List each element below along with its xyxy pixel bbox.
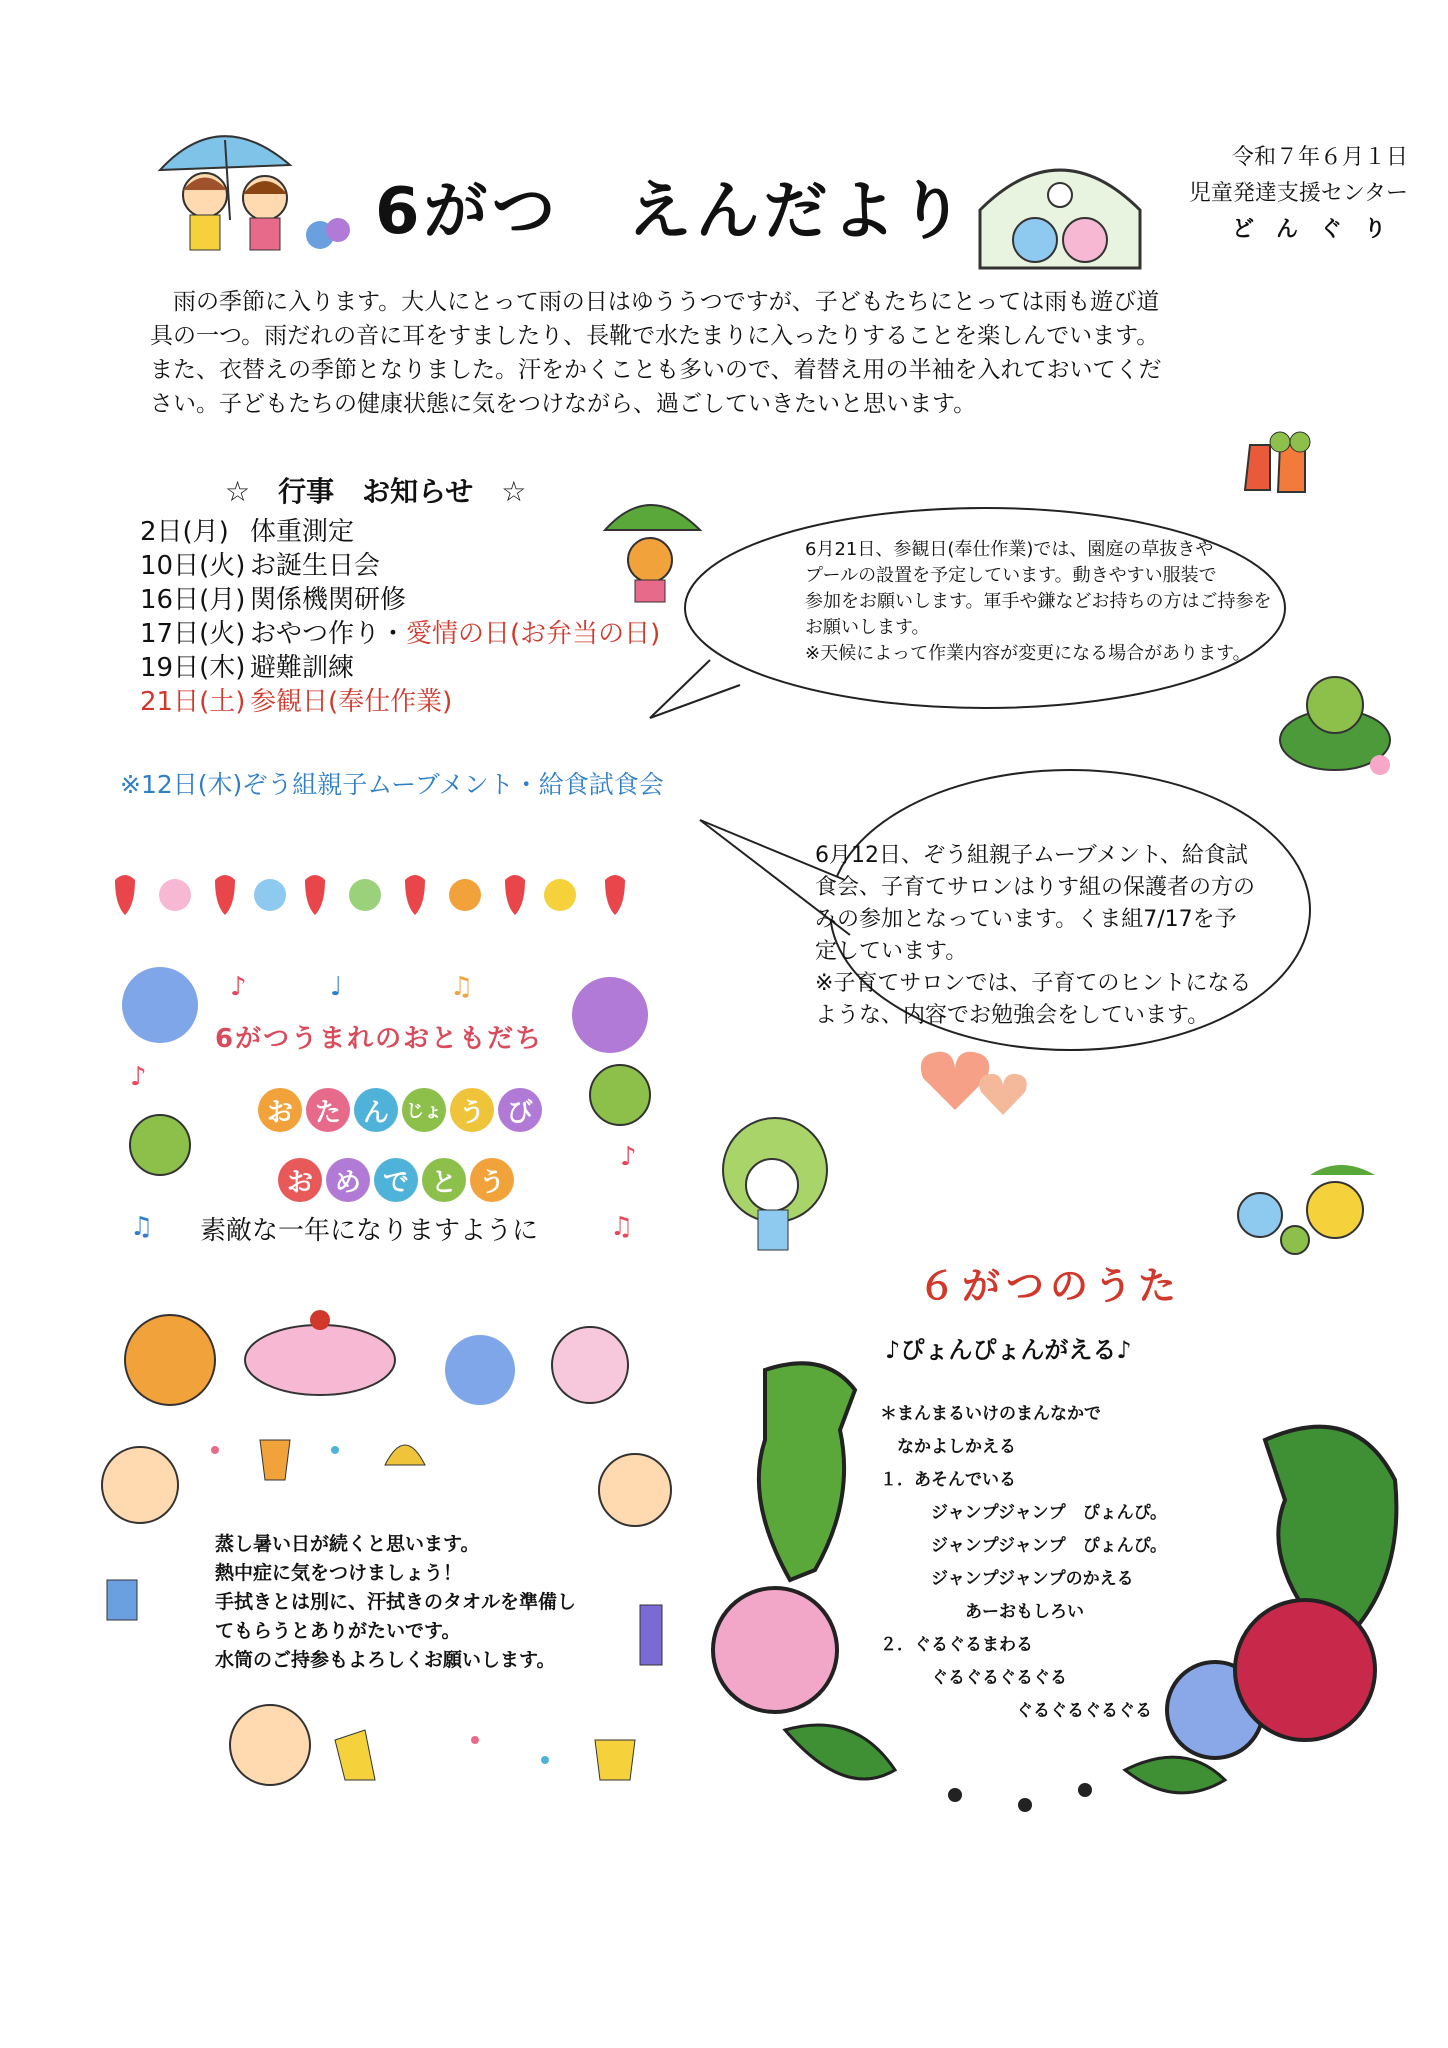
event-extra: 愛情の日(お弁当の日)	[406, 619, 661, 649]
event-date: 2日(月)	[140, 517, 229, 547]
intro-line: さい。子どもたちの健康状態に気をつけながら、過ごしていきたいと思います。	[150, 391, 977, 417]
intro-text	[150, 285, 1300, 421]
birthday-wish: 素敵な一年になりますように	[200, 1216, 539, 1246]
summer-line: 手拭きとは別に、汗拭きのタオルを準備し	[215, 1591, 577, 1613]
svg-text:♩: ♩	[330, 972, 343, 1002]
page-title: 6がつ えんだより	[375, 175, 968, 249]
svg-text:♫: ♫	[450, 972, 474, 1002]
event-date: 10日(火)	[140, 551, 246, 581]
intro-line: また、衣替えの季節となりました。汗をかくことも多いので、着替え用の半袖を入れておいてくだ	[150, 357, 1162, 383]
lyric-line: なかよしかえる	[880, 1437, 1016, 1457]
event-label: 体重測定	[250, 517, 355, 547]
intro-line: 具の一つ。雨だれの音に耳をすましたり、長靴で水たまりに入ったりすることを楽しんでいます。	[150, 323, 1160, 349]
event-date: 16日(月)	[140, 585, 246, 615]
hearts-icon	[915, 1040, 1035, 1120]
letter-ball: び	[498, 1088, 542, 1132]
letter-ball: う	[470, 1158, 514, 1202]
song-heading: ６がつのうた	[918, 1264, 1183, 1308]
event-label: お誕生日会	[250, 551, 381, 581]
svg-text:♪: ♪	[620, 1142, 637, 1172]
org-name: 児童発達支援センター	[1188, 181, 1408, 206]
intro-line: 雨の季節に入ります。大人にとって雨の日はゆううつですが、子どもたちにとっては雨も遊び道	[150, 289, 1160, 315]
svg-text:♪: ♪	[230, 972, 247, 1002]
event-item	[140, 549, 660, 583]
summer-line: 水筒のご持参もよろしくお願いします。	[215, 1649, 556, 1671]
lyric-line: １．あそんでいる	[880, 1470, 1016, 1490]
bubble-2-text	[815, 840, 1255, 1032]
summer-line: 熱中症に気をつけましょう！	[215, 1562, 463, 1584]
lyric-line: ジャンプジャンプ ぴょんぴ。	[880, 1536, 1167, 1556]
letter-ball: お	[258, 1088, 302, 1132]
lyric-line: ぐるぐるぐるぐる	[880, 1668, 1067, 1688]
song-lyrics	[880, 1398, 1167, 1728]
events-heading: ☆ 行事 お知らせ ☆	[225, 475, 527, 508]
event-date: 19日(木)	[140, 653, 246, 683]
umbrella-kids-illustration	[150, 110, 360, 260]
event-date: 17日(火)	[140, 619, 246, 649]
letter-ball: め	[326, 1158, 370, 1202]
letter-ball: じょ	[402, 1088, 446, 1132]
letter-ball: た	[306, 1088, 350, 1132]
event-item	[140, 583, 660, 617]
summer-line: 蒸し暑い日が続くと思います。	[215, 1533, 480, 1555]
bubble-1-text	[805, 537, 1272, 667]
bubble-line: ような、内容でお勉強会をしています。	[815, 1003, 1210, 1028]
lyric-line: ＊まんまるいけのまんなかで	[880, 1404, 1101, 1424]
letter-ball: で	[374, 1158, 418, 1202]
svg-text:♪: ♪	[130, 1062, 147, 1092]
lyric-line: ジャンプジャンプのかえる	[880, 1569, 1134, 1589]
bubble-line: ※天候によって作業内容が変更になる場合があります。	[805, 643, 1251, 664]
bubble-line: お願いします。	[805, 617, 930, 638]
issue-date: 令和７年６月１日	[1231, 145, 1408, 170]
lyric-line: あーおもしろい	[880, 1602, 1084, 1622]
bubble-line: みの参加となっています。くま組7/17を予	[815, 907, 1237, 932]
letter-ball: お	[278, 1158, 322, 1202]
bubble-line: 参加をお願いします。軍手や鎌などお持ちの方はご持参を	[805, 591, 1272, 612]
bubble-line: 定しています。	[815, 939, 968, 964]
bubble-line: プールの設置を予定しています。動きやすい服装で	[805, 565, 1217, 586]
header-meta	[1189, 140, 1408, 248]
event-item	[140, 651, 660, 685]
event-item	[140, 515, 660, 549]
event-label: 避難訓練	[250, 653, 355, 683]
birthday-heading: 6がつうまれのおともだち	[215, 1024, 544, 1054]
event-item	[140, 617, 660, 651]
events-note: ※12日(木)ぞう組親子ムーブメント・給食試食会	[120, 770, 664, 799]
bubble-line: 6月12日、ぞう組親子ムーブメント、給食試	[815, 843, 1248, 868]
events-list	[140, 515, 660, 719]
event-date: 21日(土)	[140, 687, 246, 717]
bubble-line: ※子育てサロンでは、子育てのヒントになる	[815, 971, 1252, 996]
event-item	[140, 685, 660, 719]
song-title: ♪ぴょんぴょんがえる♪	[885, 1336, 1132, 1364]
umbrella-cat-illustration	[710, 1110, 840, 1270]
birthday-line-1	[258, 1088, 542, 1132]
svg-text:♫: ♫	[130, 1212, 154, 1242]
event-label: 参観日(奉仕作業)	[250, 687, 453, 717]
event-label: おやつ作り・	[250, 619, 407, 649]
lyric-line: ２．ぐるぐるまわる	[880, 1635, 1033, 1655]
birthday-line-2	[278, 1158, 514, 1202]
letter-ball: ん	[354, 1088, 398, 1132]
summer-note	[215, 1530, 576, 1675]
strawberry-border-decoration	[105, 860, 665, 940]
org-subname: どんぐり	[1231, 217, 1408, 242]
summer-line: てもらうとありがたいです。	[215, 1620, 461, 1642]
bubble-line: 食会、子育てサロンはりす組の保護者の方の	[815, 875, 1256, 900]
letter-ball: と	[422, 1158, 466, 1202]
svg-text:♫: ♫	[610, 1212, 634, 1242]
lyric-line: ジャンプジャンプ ぴょんぴ。	[880, 1503, 1167, 1523]
event-label: 関係機関研修	[250, 585, 407, 615]
animals-in-rain-illustration	[1190, 1160, 1410, 1270]
window-animals-illustration	[975, 150, 1145, 270]
letter-ball: う	[450, 1088, 494, 1132]
rain-boots-illustration	[1240, 430, 1330, 510]
lyric-line: ぐるぐるぐるぐる	[880, 1701, 1152, 1721]
bubble-line: 6月21日、参観日(奉仕作業)では、園庭の草抜きや	[805, 539, 1214, 560]
